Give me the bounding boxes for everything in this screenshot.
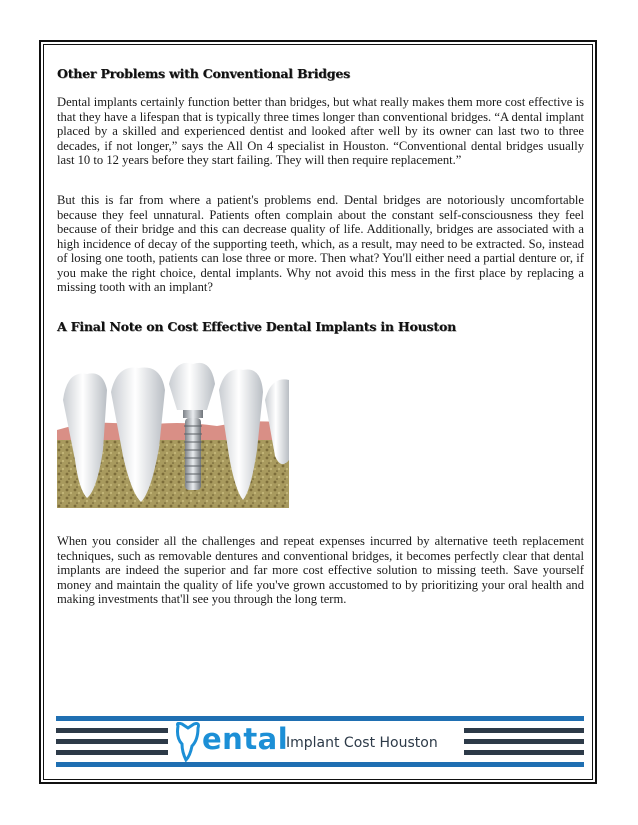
heading-final-note: A Final Note on Cost Effective Dental Implants in Houston	[57, 319, 456, 334]
tooth-logo-icon	[174, 722, 202, 762]
paragraph-conclusion: When you consider all the challenges and repeat expenses incurred by alternative teeth replacement techniques, such as removable dentures and conventional bridges, it becomes perfectly clear that dental implants are indeed the superior and far more cost effective solution to missing teeth. Save yourself money and maintain the quality of life you've grown accustomed to by prioritizing your oral health and making investments that'll see you through the long term.	[57, 534, 584, 606]
heading-other-problems: Other Problems with Conventional Bridges	[57, 66, 350, 81]
stripe-bottom-blue	[56, 762, 584, 767]
logo-word: ental	[202, 722, 289, 756]
stripe-right-3	[464, 750, 584, 755]
stripe-left-3	[56, 750, 168, 755]
stripe-left-2	[56, 739, 168, 744]
stripe-left-1	[56, 728, 168, 733]
stripe-right-1	[464, 728, 584, 733]
stripe-top-blue	[56, 716, 584, 721]
logo-tagline: Implant Cost Houston	[286, 735, 438, 751]
paragraph-lifespan: Dental implants certainly function better than bridges, but what really makes them more cost effective is that they have a lifespan that is typically three times longer than conventional bridges. “A dental implant placed by a skilled and experienced dentist and looked after well by its owner can last two to three decades, if not longer,” says the All On 4 specialist in Houston. “Conventional dental bridges usually last 10 to 12 years before they start failing. They will then require replacement.”	[57, 95, 584, 167]
paragraph-bridge-problems: But this is far from where a patient's problems end. Dental bridges are notoriously uncomfortable because they feel unnatural. Patients often complain about the constant self-consciousness they feel because of their bridge and this can decrease quality of life. Additionally, bridges are associated with a high incidence of decay of the supporting teeth, which, as a result, may need to be extracted. So, instead of losing one tooth, patients can lose three or more. Then what? You'll either need a partial denture or, if you make the right choice, dental implants. Why not avoid this mess in the first place by replacing a missing tooth with an implant?	[57, 193, 584, 294]
stripe-right-2	[464, 739, 584, 744]
dental-implant-image	[57, 360, 289, 508]
footer-logo-banner	[56, 712, 584, 772]
